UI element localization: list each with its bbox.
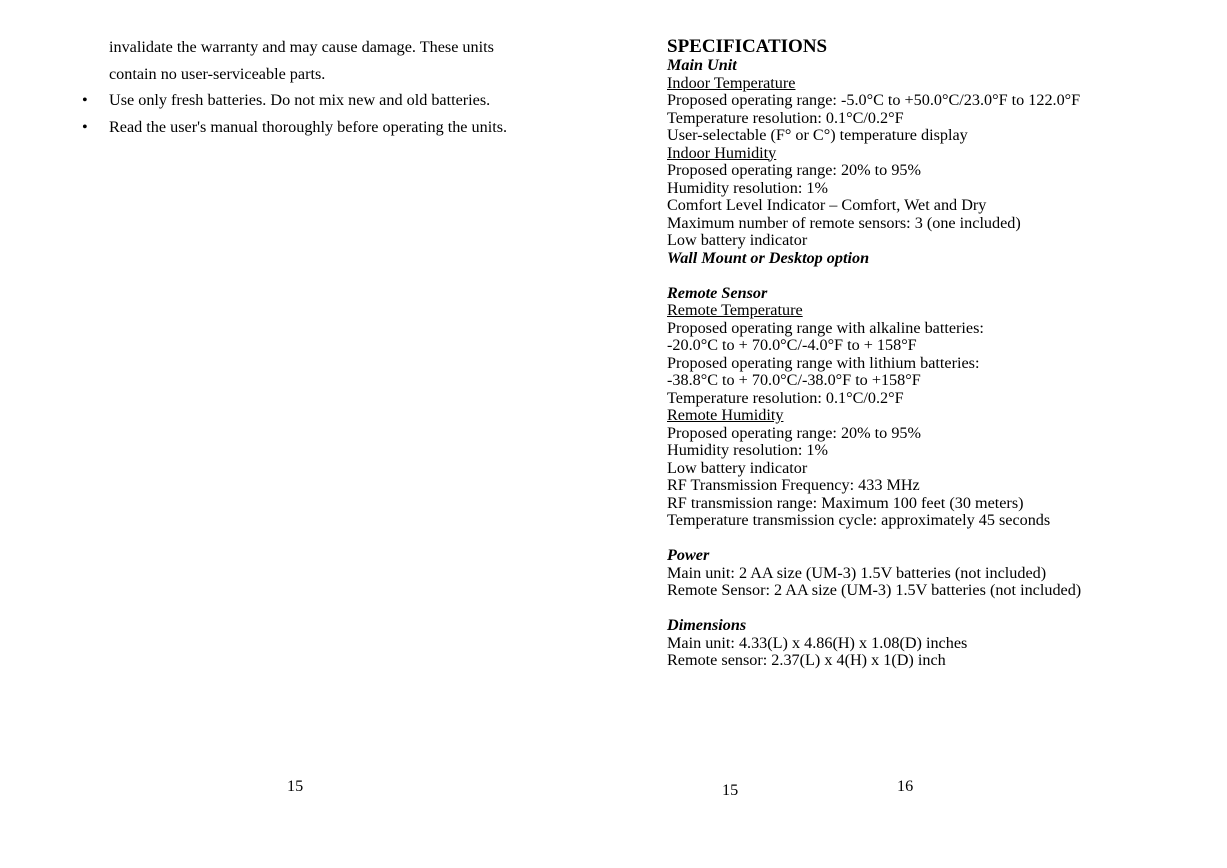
subheading-indoor-humidity: Indoor Humidity — [667, 143, 777, 162]
section-heading-main-unit: Main Unit — [667, 56, 737, 74]
page-number-left: 15 — [287, 777, 304, 795]
right-page — [614, 0, 1227, 868]
mount-option: Wall Mount or Desktop option — [667, 248, 870, 267]
spec-line: Main unit: 2 AA size (UM-3) 1.5V batteries (not included) — [667, 563, 1047, 582]
spec-line: Temperature resolution: 0.1°C/0.2°F — [667, 108, 904, 127]
warning-continuation — [109, 34, 589, 87]
spec-line: Low battery indicator — [667, 458, 808, 477]
section-heading-remote-sensor: Remote Sensor — [667, 283, 768, 302]
list-item — [82, 114, 602, 141]
subheading-remote-humidity: Remote Humidity — [667, 406, 784, 424]
spec-line: Humidity resolution: 1% — [667, 178, 828, 197]
spec-line: Main unit: 4.33(L) x 4.86(H) x 1.08(D) inches — [667, 633, 968, 652]
text-line: invalidate the warranty and may cause damage. These units — [109, 38, 494, 56]
battery-bullet-list — [82, 87, 602, 140]
spec-line: Remote Sensor: 2 AA size (UM-3) 1.5V batteries (not included) — [667, 581, 1082, 599]
spec-line: Temperature resolution: 0.1°C/0.2°F — [667, 388, 904, 407]
spec-line: Proposed operating range: -5.0°C to +50.0°C/23.0°F to 122.0°F — [667, 91, 1081, 109]
spec-line: Low battery indicator — [667, 231, 808, 249]
spec-line: -20.0°C to + 70.0°C/-4.0°F to + 158°F — [667, 336, 917, 354]
spec-line: Humidity resolution: 1% — [667, 441, 828, 459]
spec-line: RF transmission range: Maximum 100 feet (30 meters) — [667, 493, 1024, 512]
spacer — [667, 600, 1222, 618]
page-title: SPECIFICATIONS — [667, 36, 828, 57]
spec-line: Proposed operating range with lithium batteries: — [667, 353, 980, 372]
spec-line: Comfort Level Indicator – Comfort, Wet and Dry — [667, 196, 987, 214]
page-number-right: 16 — [897, 777, 914, 795]
subheading-remote-temperature: Remote Temperature — [667, 301, 803, 319]
bullet-icon: • — [82, 91, 88, 109]
spacer — [667, 267, 1222, 285]
specifications-section — [667, 36, 1222, 670]
spec-line: Proposed operating range: 20% to 95% — [667, 161, 921, 179]
spec-line: Proposed operating range: 20% to 95% — [667, 423, 921, 442]
spec-line: Proposed operating range with alkaline batteries: — [667, 318, 984, 337]
spec-line: Temperature transmission cycle: approximately 45 seconds — [667, 511, 1051, 529]
text-line: contain no user-serviceable parts. — [109, 64, 326, 83]
spec-line: RF Transmission Frequency: 433 MHz — [667, 476, 920, 494]
spec-line: User-selectable (F° or C°) temperature display — [667, 126, 968, 144]
spec-line: -38.8°C to + 70.0°C/-38.0°F to +158°F — [667, 371, 921, 389]
section-heading-dimensions: Dimensions — [667, 616, 747, 634]
list-item-text: Read the user's manual thoroughly before operating the units. — [109, 117, 508, 136]
list-item-text: Use only fresh batteries. Do not mix new and old batteries. — [109, 91, 491, 109]
page-number-center: 15 — [722, 781, 739, 799]
list-item — [82, 87, 602, 114]
bullet-icon: • — [82, 117, 88, 136]
section-heading-power: Power — [667, 546, 710, 564]
spec-line: Maximum number of remote sensors: 3 (one included) — [667, 213, 1021, 232]
subheading-indoor-temperature: Indoor Temperature — [667, 73, 796, 92]
spacer — [667, 530, 1222, 548]
spec-line: Remote sensor: 2.37(L) x 4(H) x 1(D) inch — [667, 651, 946, 669]
